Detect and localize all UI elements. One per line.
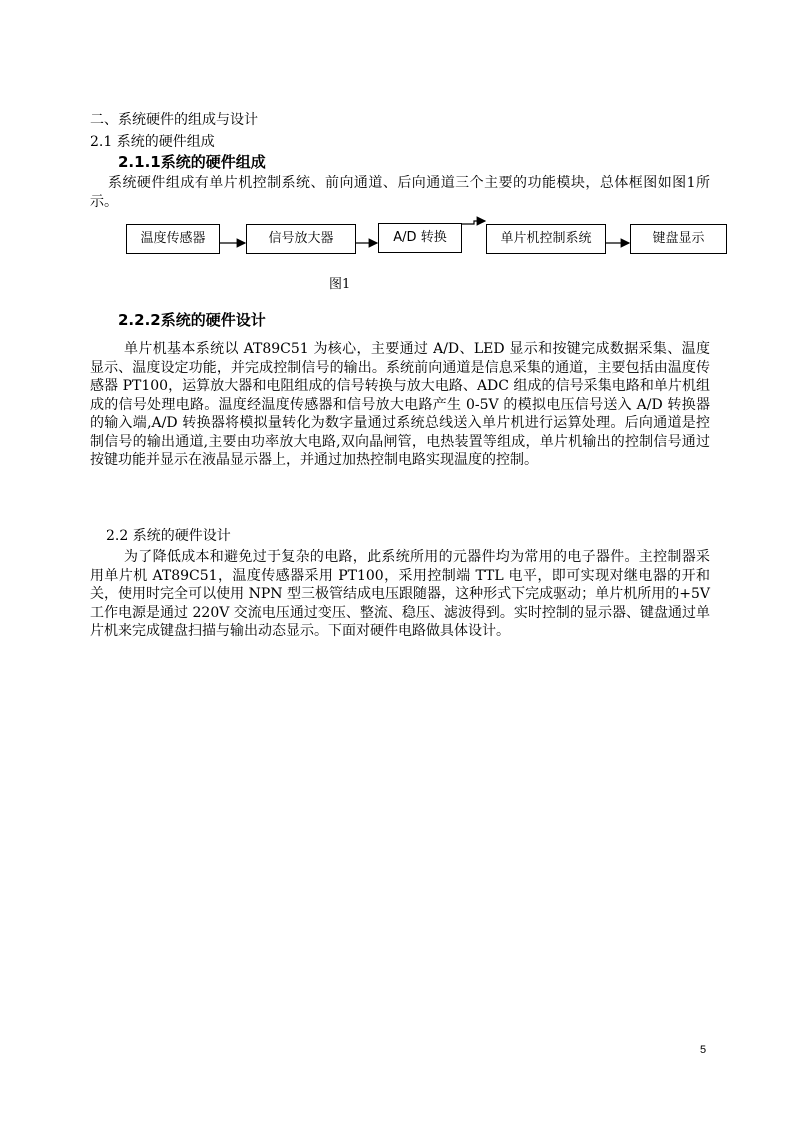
page-number: 5 xyxy=(700,1044,707,1056)
diagram-box-mcu-control-system: 单片机控制系统 xyxy=(486,224,606,254)
diagram-box-temperature-sensor: 温度传感器 xyxy=(126,224,220,254)
diagram-box-ad-converter: A/D 转换 xyxy=(378,223,462,253)
subsection-2-1-1-title: 2.1.1系统的硬件组成 xyxy=(118,153,266,171)
section-title: 二、系统硬件的组成与设计 xyxy=(90,112,258,128)
hardware-design-paragraph: 单片机基本系统以 AT89C51 为核心，主要通过 A/D、LED 显示和按键完成数据采集、温度显示、温度设定功能，并完成控制信号的输出。系统前向通道是信息采集的通道，主要包括由温度传感器 PT100，运算放大器和电阻组成的信号转换与放大电路、ADC 组成的信号采集电路和单片机组成的信号处理电路。温度经温度传感器和信号放大电路产生 0-5V 的模拟电压信号送入 A/D 转换器的输入端,A/D 转换器将模拟量转化为数字量通过系统总线送入单片机进行运算处理。后向通道是控制信号的输出通道,主要由功率放大电路,双向晶闸管，电热装置等组成，单片机输出的控制信号通过按键功能并显示在液晶显示器上，并通过加热控制电路实现温度的控制。 xyxy=(90,341,710,468)
figure-caption: 图1 xyxy=(329,277,351,292)
subsection-2-2-2-title: 2.2.2系统的硬件设计 xyxy=(118,311,266,329)
diagram-box-keyboard-display: 键盘显示 xyxy=(630,224,727,254)
arrow-ad-to-mcu xyxy=(462,221,485,224)
diagram-box-signal-amplifier: 信号放大器 xyxy=(246,224,356,254)
diagram-arrows xyxy=(0,0,793,300)
hardware-detail-paragraph: 为了降低成本和避免过于复杂的电路，此系统所用的元器件均为常用的电子器件。主控制器采用单片机 AT89C51，温度传感器采用 PT100，采用控制端 TTL 电平，即可实现对继电器的开和关，使用时完全可以使用 NPN 型三极管结成电压跟随器，这种形式下完成驱动；单片机所用的+5V 工作电源是通过 220V 交流电压通过变压、整流、稳压、滤波得到。实时控制的显示器、键盘通过单片机来完成键盘扫描与输出动态显示。下面对硬件电路做具体设计。 xyxy=(90,549,710,639)
intro-paragraph: 系统硬件组成有单片机控制系统、前向通道、后向通道三个主要的功能模块，总体框图如图1所示。 xyxy=(90,175,710,210)
subsection-2-1-title: 2.1 系统的硬件组成 xyxy=(90,134,215,150)
subsection-2-2-title: 2.2 系统的硬件设计 xyxy=(106,528,231,544)
